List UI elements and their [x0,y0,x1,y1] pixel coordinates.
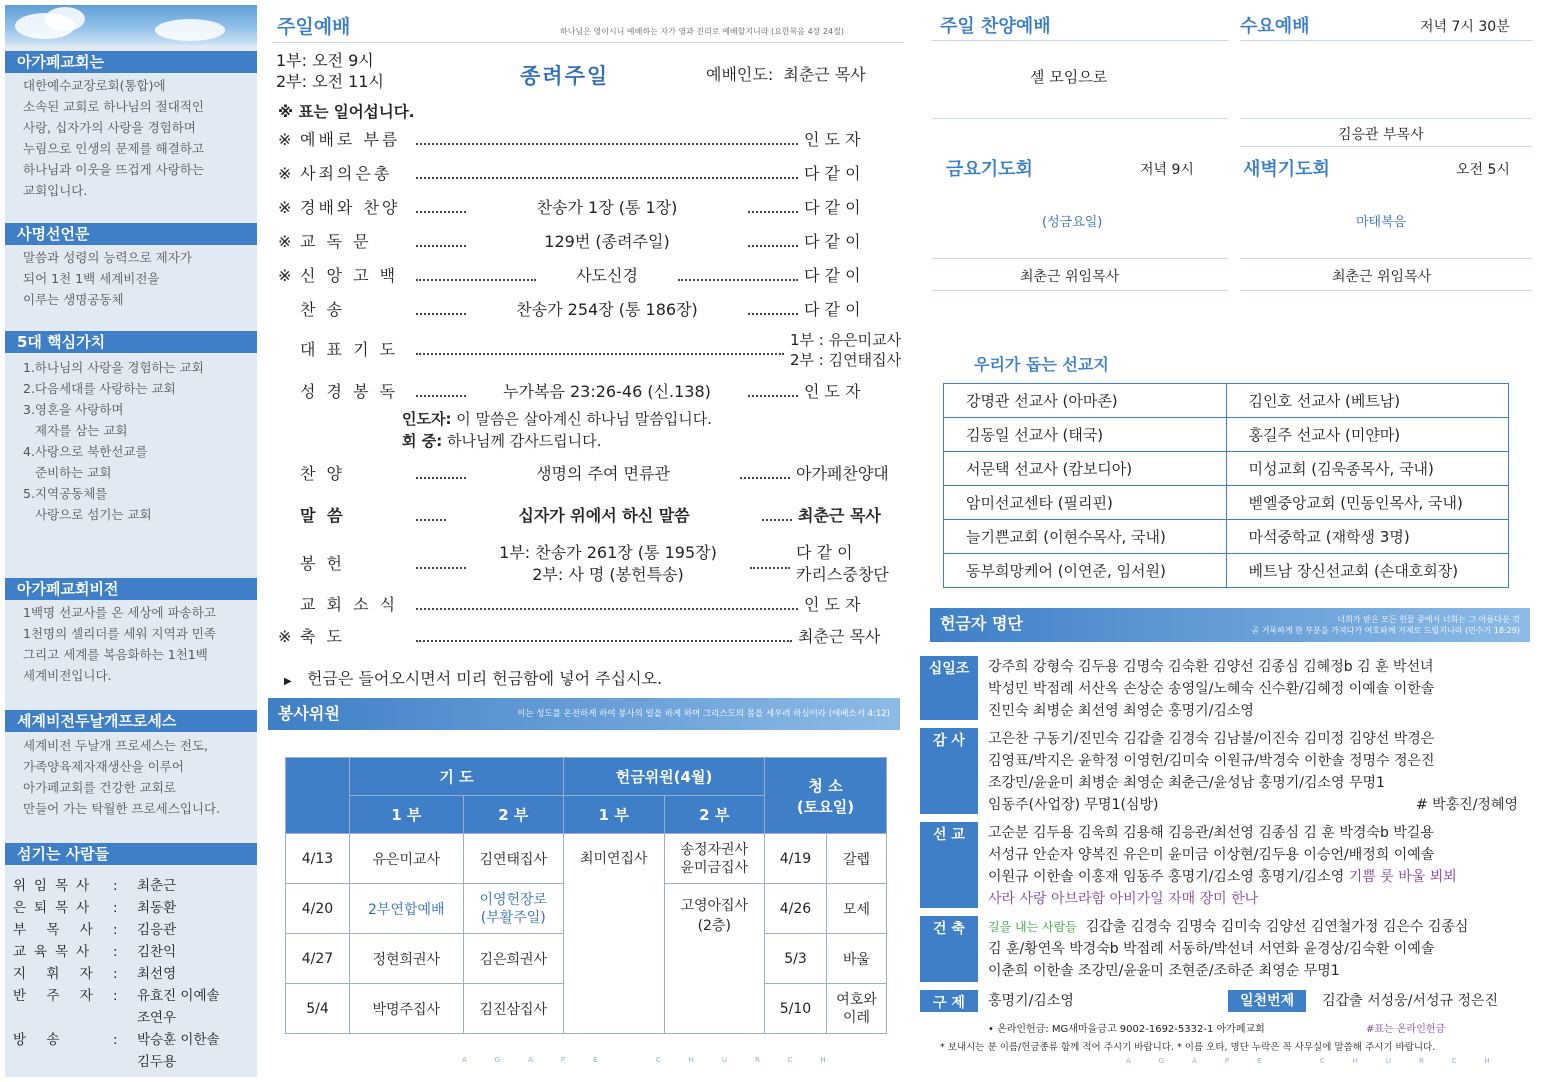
order-offering: 봉 헌 1부: 찬송가 261장 (통 195장) 2부: 사 명 (봉헌특송) 다 같 이 카리스중창단 [300,543,889,584]
order-sermon: 말 씀 십자가 위에서 하신 말씀 최춘근 목사 [300,506,881,525]
staff-row: 방 송 : 박승훈 이한솔 김두용 [13,1032,220,1070]
table-row: 4/27 정현희권사 김은희권사 5/3 바울 [286,934,887,984]
section-text-intro: 대한예수교장로회(통합)에 소속된 교회로 하나님의 절대적인 사랑, 십자가의 사랑을 경험하며 누림으로 인생의 문제를 해결하고 하나님과 이웃을 뜨겁게 사랑하는 교회입니다. [23,78,204,198]
dawn-sub: 마태복음 [1356,215,1407,230]
donor-relief: 홍명기/김소영 일천번제 김갑출 서성웅/서성규 정은진 [988,990,1518,1012]
donor-building: 길을 내는 사람들 김갑출 김경숙 김명숙 김미숙 김양선 김연철가정 김은수 김종심 김 훈/황연옥 박경숙b 박점례 서동하/박선녀 서연화 윤경상/김숙환 이예솔 이춘희 이한솔 조강민/윤윤미 조현준/조하준 최영순 무명1 [988,919,1469,979]
footer-mid: AGAPE CHURCH [462,1056,854,1064]
order-item: 찬 송 찬송가 254장 (통 186장) 다 같 이 [300,300,861,319]
staff-row: 지 휘 자 : 최선영 [13,966,177,982]
table-row: 4/13 유은미교사 김연태집사 최미연집사 송정자권사 윤미금집사 4/19 갈렙 [286,834,887,884]
donor-tithe: 강주희 강형숙 김두용 김명숙 김숙환 김양선 김종심 김혜정b 김 훈 박선녀 박성민 박점례 서산옥 손상순 송영일/노혜숙 신수환/김혜정 이예솔 이한솔 진민숙 최병순 최선영 최영순 홍명기/김소영 [988,659,1435,719]
service-table: 기 도 헌금위원(4월) 청 소 (토요일) 1 부 2 부 1 부 2 부 4/13 유은미교사 김연태집사 최미연집사 송정자권사 윤미금집사 4/19 갈렙 4/20 2부연합예배 이영헌장로 (부활주일) 고영아집사 (2층) 4/26 모세 4/27 정현희권사 김은희권사 5/3 바울 5/4 박명주집사 김진삼집사 5/10 여호와 이레 [285,757,887,1034]
table-row: 동부희망케어 (이연준, 임서원) 베트남 장신선교회 (손대호회장) [944,554,1509,588]
donor-mission: 고순분 김두용 김욱희 김용해 김응관/최선영 김종심 김 훈 박경숙b 박길용 서성규 안순자 양복진 유은미 윤미금 이상현/김두용 이승언/배정희 이예솔 이원규 이한솔 이홍재 임동주 홍명기/김소영 홍명기/김소영 기쁨 룻 바울 뵈뵈 사라 사랑 아브라함 아비가일 자매 장미 한나 [988,825,1457,907]
staff-row: 은퇴목사 : 최동환 [13,900,177,916]
service-times: 1부: 오전 9시 2부: 오전 11시 [276,51,384,91]
order-item: ※ 사죄의은총 다 같 이 [278,164,861,183]
order-news: 교 회 소 식 인 도 자 [300,595,861,614]
donor-band: 헌금자 명단 너희가 받은 모든 헌물 중에서 너희는 그 아름다운 것 곧 거룩하게 한 부분을 가져다가 여호와께 거제로 드릴지니라 (민수기 18:29) [930,608,1530,642]
sunday-name: 종려주일 [520,64,610,88]
section-head-mission: 사명선언문 [5,223,257,245]
dawn-title: 새벽기도회 [1243,159,1330,180]
section-head-intro: 아가페교회는 [5,51,257,73]
fri-time: 저녁 9시 [1140,162,1194,178]
table-row: 암미선교센타 (필리핀) 벧엘중앙교회 (민동인목사, 국내) [944,486,1509,520]
table-row: 강명관 선교사 (아마존) 김인호 선교사 (베트남) [944,384,1509,418]
worship-leader: 예배인도: 최춘근 목사 [706,65,866,84]
online-info: • 온라인헌금: MG새마을금고 9002-1692-5332-1 아가페교회 #표는 온라인헌금 [988,1024,1446,1035]
fri-preacher: 최춘근 위임목사 [1020,269,1120,285]
staff-row: 교육목사 : 김찬익 [13,944,177,960]
ilchun-badge: 일천번제 [1228,990,1306,1012]
donor-label-relief: 구 제 [920,990,978,1012]
mission-title: 우리가 돕는 선교지 [974,355,1109,374]
donor-label-mission: 선 교 [920,822,978,908]
wed-preacher: 김응관 부목사 [1338,127,1424,143]
staff-list [13,875,253,1073]
service-band: 봉사위원 이는 성도를 온전하게 하여 봉사의 일을 하게 하며 그리스도의 몸을 세우려 하심이라 (에베소서 4:12) [268,698,900,730]
wed-title: 수요예배 [1240,16,1310,37]
praise-body: 셀 모임으로 [1030,68,1108,86]
responsive-reading: 인도자: 이 말씀은 살아계신 하나님 말씀입니다. 회 중: 하나님께 감사드립니다. [402,410,712,450]
section-text-values: 1.하나님의 사랑을 경험하는 교회 2.다음세대를 사랑하는 교회 3.영혼을 사랑하며 제자를 삼는 교회 4.사랑으로 북한선교를 준비하는 교회 5.지역공동체를 사랑으로 섬기는 교회 [23,360,204,522]
staff-row: 부 목 사 : 김응관 [13,922,177,938]
order-item: ※ 신 앙 고 백 사도신경 다 같 이 [278,266,861,285]
wed-time: 저녁 7시 30분 [1420,19,1510,35]
footer-right: AGAPE CHURCH [1126,1057,1518,1065]
section-text-vision: 1백명 선교사를 온 세상에 파송하고 1천명의 셀리더를 세워 지역과 민족 그리고 세계를 복음화하는 1천1백 세계비전입니다. [23,605,216,683]
order-item: ※ 교 독 문 129번 (종려주일) 다 같 이 [278,232,861,251]
fri-title: 금요기도회 [946,159,1033,180]
worship-title: 주일예배 [277,16,351,38]
order-prayer: 대 표 기 도 1부 : 유은미교사 2부 : 김연태집사 [300,331,902,369]
dawn-time: 오전 5시 [1456,162,1510,178]
table-row: 4/20 2부연합예배 이영헌장로 (부활주일) 고영아집사 (2층) 4/26 모세 [286,884,887,934]
stand-note: ※ 표는 일어섭니다. [278,103,415,121]
section-head-staff: 섬기는 사람들 [5,843,257,865]
table-row: 서문택 선교사 (캄보디아) 미성교회 (김욱종목사, 국내) [944,452,1509,486]
table-row: 김동일 선교사 (태국) 홍길주 선교사 (미얀마) [944,418,1509,452]
worship-verse: 하나님은 영이시니 예배하는 자가 영과 진리로 예배할지니라 (요한복음 4장 24절) [560,27,844,36]
section-text-mission: 말씀과 성령의 능력으로 제자가 되어 1천 1백 세계비전을 이루는 생명공동체 [23,250,192,307]
staff-row: 반 주 자 : 유효진 이예솔 조연우 [13,988,220,1026]
praise-title: 주일 찬양예배 [940,16,1051,37]
table-row: 5/4 박명주집사 김진삼집사 5/10 여호와 이레 [286,984,887,1034]
donor-label-thanks: 감 사 [920,728,978,814]
donor-label-building: 건 축 [920,916,978,982]
section-head-values: 5대 핵심가치 [5,331,257,353]
fri-sub: (성금요일) [1042,215,1103,230]
sky-banner [5,5,257,45]
triangle-icon: ▶ [284,676,292,687]
order-item: ※ 예배로 부름 인 도 자 [278,130,861,149]
sidebar [5,5,257,1077]
table-row: 늘기쁜교회 (이현수목사, 국내) 마석중학교 (재학생 3명) [944,520,1509,554]
donor-thanks: 고은찬 구동기/진민숙 김갑출 김경숙 김남불/이진숙 김미정 김양선 박경은 김영표/박지은 윤학정 이영헌/김미숙 이원규/박경숙 이한솔 정명수 정은진 조강민/윤윤미 최병순 최영순 최춘근/윤성남 홍명기/김소영 무명1 임동주(사업장) 무명1(심방) # 박홍진/정혜영 [988,731,1518,813]
section-head-vision: 아가페교회비전 [5,578,257,600]
order-item: ※ 경배와 찬양 찬송가 1장 (통 1장) 다 같 이 [278,198,861,217]
order-benediction: ※ 축 도 최춘근 목사 [278,627,881,646]
mission-table [943,383,1509,588]
order-scripture: 성 경 봉 독 누가복음 23:26-46 (신.138) 인 도 자 [300,382,861,401]
donor-note: * 보내시는 분 이름/헌금종류 함께 적어 주시기 바랍니다. * 이름 오타, 명단 누락은 꼭 사무실에 말씀해 주시기 바랍니다. [940,1042,1436,1053]
section-text-process: 세계비전 두날개 프로세스는 전도, 가족양육제자재생산을 이루어 아가페교회를 건강한 교회로 만들어 가는 탁월한 프로세스입니다. [23,738,221,816]
donor-label-tithe: 십일조 [920,656,978,720]
dawn-preacher: 최춘근 위임목사 [1332,269,1432,285]
offering-note: ▶ 헌금은 들어오시면서 미리 헌금함에 넣어 주십시오. [284,669,663,688]
order-choir: 찬 양 생명의 주여 면류관 아가페찬양대 [300,464,889,483]
staff-row: 위임목사 : 최춘근 [13,878,177,894]
section-head-process: 세계비전두날개프로세스 [5,710,257,732]
